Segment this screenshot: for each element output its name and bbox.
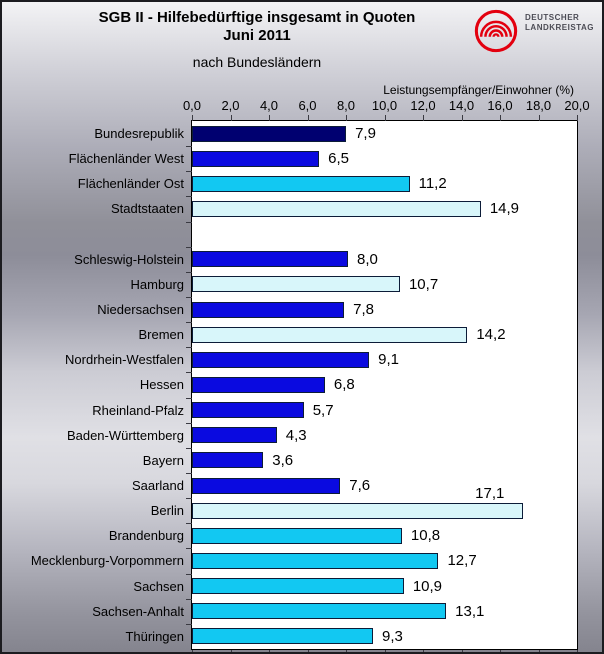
x-tick-label: 12,0 bbox=[410, 98, 436, 113]
bar bbox=[192, 302, 344, 318]
chart-row bbox=[2, 448, 602, 473]
bar-value-label: 4,3 bbox=[285, 426, 307, 444]
x-axis-tick bbox=[385, 650, 386, 654]
chart-row bbox=[2, 171, 602, 196]
x-axis-tick bbox=[346, 650, 347, 654]
x-axis-tick bbox=[308, 650, 309, 654]
chart-row bbox=[2, 297, 602, 322]
x-axis-tick bbox=[192, 650, 193, 654]
bar bbox=[192, 478, 340, 494]
bar-value-label: 10,8 bbox=[410, 527, 441, 545]
x-tick-label: 16,0 bbox=[487, 98, 513, 113]
x-axis-title: Leistungsempfänger/Einwohner (%) bbox=[383, 83, 574, 97]
x-tick-label: 0,0 bbox=[182, 98, 202, 113]
bar-value-label: 7,8 bbox=[353, 301, 374, 318]
x-tick-label: 2,0 bbox=[221, 98, 240, 113]
logo-text-line2: LANDKREISTAG bbox=[525, 23, 594, 32]
category-label: Hessen bbox=[139, 377, 184, 393]
chart-row-spacer bbox=[2, 222, 602, 247]
x-axis-tick-labels bbox=[2, 98, 602, 114]
category-label: Bremen bbox=[138, 327, 184, 343]
bar bbox=[192, 553, 438, 569]
chart-row bbox=[2, 196, 602, 221]
category-label: Thüringen bbox=[125, 628, 184, 644]
x-axis-tick bbox=[500, 650, 501, 654]
chart-title bbox=[42, 9, 472, 45]
x-tick-label: 14,0 bbox=[448, 98, 475, 113]
bar bbox=[192, 251, 348, 267]
category-label: Niedersachsen bbox=[97, 302, 184, 317]
x-axis-tick bbox=[577, 650, 578, 654]
bar-value-label: 11,2 bbox=[418, 175, 447, 193]
category-label: Bayern bbox=[142, 452, 184, 468]
x-axis-tick bbox=[423, 650, 424, 654]
x-axis-tick bbox=[269, 650, 270, 654]
category-label: Sachsen bbox=[133, 578, 184, 594]
bar bbox=[192, 327, 467, 343]
category-label: Rheinland-Pfalz bbox=[92, 402, 184, 418]
category-label: Nordrhein-Westfalen bbox=[65, 352, 184, 368]
bar-value-label: 7,6 bbox=[349, 477, 371, 494]
bar bbox=[192, 276, 400, 292]
bar bbox=[192, 352, 369, 368]
bar-value-label: 10,7 bbox=[408, 275, 439, 293]
bar-value-label: 14,2 bbox=[476, 326, 506, 344]
x-tick-label: 10,0 bbox=[371, 98, 398, 113]
category-label: Sachsen-Anhalt bbox=[92, 603, 184, 619]
bar bbox=[192, 176, 410, 192]
chart-row bbox=[2, 272, 602, 297]
chart-row bbox=[2, 523, 602, 548]
bar bbox=[192, 402, 304, 418]
category-label: Brandenburg bbox=[108, 528, 184, 544]
category-label: Stadtstaaten bbox=[111, 201, 184, 217]
landkreistag-logo-icon bbox=[473, 8, 519, 54]
chart-title-line1: SGB II - Hilfebedürftige insgesamt in Quoten bbox=[98, 9, 416, 26]
landkreistag-logo-text bbox=[525, 13, 594, 33]
bar-value-label: 17,1 bbox=[475, 485, 505, 503]
chart-row bbox=[2, 347, 602, 372]
chart-row bbox=[2, 473, 602, 498]
chart-row bbox=[2, 372, 602, 397]
bar-value-label: 14,9 bbox=[489, 200, 520, 218]
x-tick-label: 20,0 bbox=[564, 98, 590, 113]
bar-value-label: 9,3 bbox=[382, 627, 403, 645]
category-label: Berlin bbox=[150, 503, 184, 519]
chart-row bbox=[2, 624, 602, 649]
bar bbox=[192, 151, 319, 167]
x-tick-label: 6,0 bbox=[298, 98, 317, 113]
chart-row bbox=[2, 599, 602, 624]
chart-title-line2: Juni 2011 bbox=[223, 27, 291, 44]
bar-value-label: 10,9 bbox=[412, 577, 443, 595]
x-axis-tick bbox=[462, 650, 463, 654]
bar bbox=[192, 427, 277, 443]
x-axis-tick bbox=[231, 650, 232, 654]
x-tick-label: 18,0 bbox=[525, 98, 552, 113]
bar bbox=[192, 578, 404, 594]
logo-text-line1: DEUTSCHER bbox=[525, 13, 580, 22]
bar bbox=[192, 377, 325, 393]
bar-value-label: 12,7 bbox=[447, 552, 477, 570]
category-label: Bundesrepublik bbox=[94, 126, 184, 141]
x-tick-label: 4,0 bbox=[259, 98, 279, 113]
bar-value-label: 9,1 bbox=[378, 351, 400, 369]
bar-value-label: 6,8 bbox=[333, 376, 355, 394]
category-label: Schleswig-Holstein bbox=[74, 251, 184, 267]
category-label: Hamburg bbox=[130, 276, 184, 292]
bar bbox=[192, 201, 481, 217]
chart-row bbox=[2, 548, 602, 573]
x-tick-label: 8,0 bbox=[336, 98, 356, 113]
category-label: Baden-Württemberg bbox=[66, 427, 184, 443]
bar-value-label: 6,5 bbox=[328, 150, 349, 168]
chart-row bbox=[2, 574, 602, 599]
chart-rows bbox=[2, 121, 602, 649]
chart-row bbox=[2, 398, 602, 423]
category-label: Saarland bbox=[131, 478, 184, 493]
chart-row bbox=[2, 146, 602, 171]
bar bbox=[192, 503, 523, 519]
category-label: Flächenländer West bbox=[68, 151, 184, 167]
bar bbox=[192, 452, 263, 468]
x-axis-tick bbox=[539, 650, 540, 654]
chart-row bbox=[2, 322, 602, 347]
category-label: Mecklenburg-Vorpommern bbox=[30, 553, 184, 569]
bar-value-label: 7,9 bbox=[355, 125, 376, 142]
bar bbox=[192, 603, 446, 619]
chart-row bbox=[2, 121, 602, 146]
chart-row bbox=[2, 247, 602, 272]
chart-subtitle: nach Bundesländern bbox=[192, 54, 322, 70]
bar bbox=[192, 628, 373, 644]
landkreistag-logo bbox=[473, 8, 594, 54]
bar-value-label: 5,7 bbox=[312, 401, 334, 419]
bar-value-label: 13,1 bbox=[455, 602, 485, 620]
chart-row bbox=[2, 423, 602, 448]
bar-value-label: 8,0 bbox=[357, 250, 378, 268]
bar bbox=[192, 126, 346, 142]
category-label: Flächenländer Ost bbox=[77, 176, 184, 192]
bar-value-label: 3,6 bbox=[272, 451, 294, 469]
bar bbox=[192, 528, 402, 544]
